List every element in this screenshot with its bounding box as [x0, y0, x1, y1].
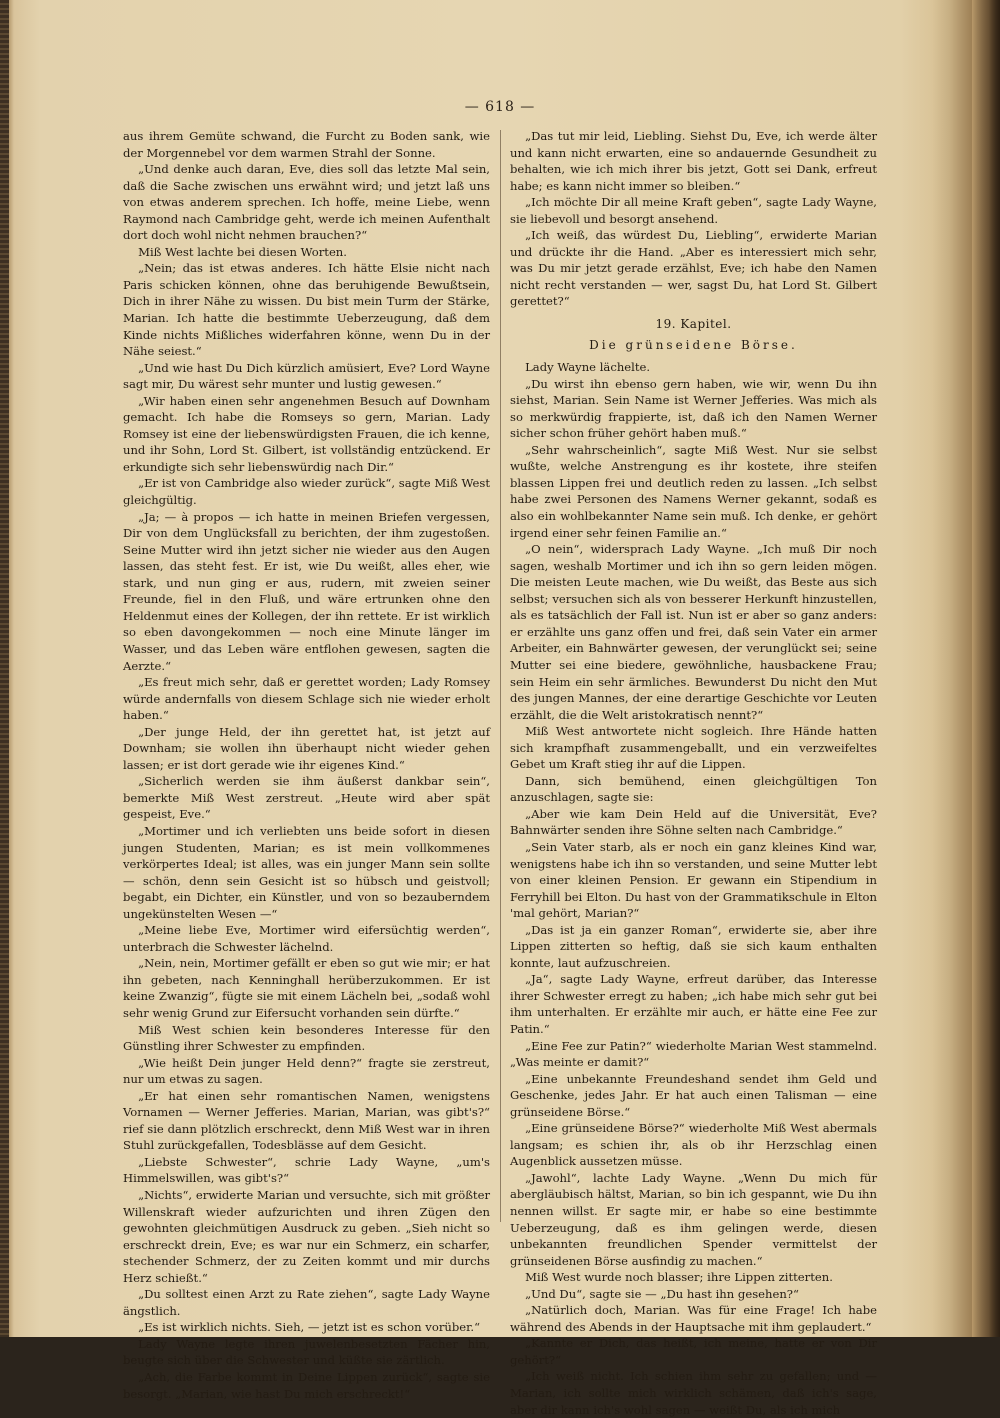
- paragraph: „Ja; — à propos — ich hatte in meinen Briefen vergessen, Dir von dem Unglücksfall zu berichten, der ihm zugestoßen. Seine Mutter wird ihn jetzt sicher nie wieder aus den Augen lassen, das steht fest. Er ist, wie Du weißt, alles eher, wie stark, und nun ging er aus, rudern, mit zweien seiner Freunde, fiel in den Fluß, und wäre ertrunken ohne den Heldenmut eines der Kollegen, der ihn rettete. Er ist wirklich so eben davongekommen — noch eine Minute länger im Wasser, und das Leben wäre entflohen gewesen, sagten die Aerzte.“: [123, 509, 490, 673]
- paragraph: „Das tut mir leid, Liebling. Siehst Du, Eve, ich werde älter und kann nicht erwarten, eine so andauernde Gesundheit zu behalten, wie ich mich ihrer bis jetzt, Gott sei Dank, erfreut habe; es kann nicht immer so bleiben.“: [510, 129, 877, 193]
- paragraph: „Ich möchte Dir all meine Kraft geben“, sagte Lady Wayne, sie liebevoll und besorgt ansehend.: [510, 195, 877, 226]
- paragraph: „Eine unbekannte Freundeshand sendet ihm Geld und Geschenke, jedes Jahr. Er hat auch einen Talisman — eine grünseidene Börse.“: [510, 1071, 877, 1119]
- paragraph: „Ach, die Farbe kommt in Deine Lippen zurück“, sagte sie besorgt. „Marian, wie hast Du mich erschreckt!“: [123, 1370, 490, 1401]
- paragraph: „Und denke auch daran, Eve, dies soll das letzte Mal sein, daß die Sache zwischen uns erwähnt wird; und jetzt laß uns von etwas anderem sprechen. Ich hoffe, meine Liebe, wenn Raymond nach Cambridge geht, werde ich meinen Aufenthalt dort doch wohl nicht nehmen brauchen?“: [123, 162, 490, 243]
- paragraph: „Der junge Held, der ihn gerettet hat, ist jetzt auf Downham; sie wollen ihn überhaupt nicht wieder gehen lassen; er ist dort gerade wie ihr eigenes Kind.“: [123, 724, 490, 772]
- paragraph: „Kannte er Dich, das heißt, ich meine, hatte er von Dir gehört?“: [510, 1336, 877, 1367]
- left-column: [123, 128, 490, 1402]
- paragraph: Lady Wayne lächelte.: [525, 360, 651, 375]
- column-divider: [500, 130, 501, 1222]
- paragraph: „Es freut mich sehr, daß er gerettet worden; Lady Romsey würde andernfalls von diesem Schlage sich nie wieder erholt haben.“: [123, 675, 490, 723]
- paragraph: „Und wie hast Du Dich kürzlich amüsiert, Eve? Lord Wayne sagt mir, Du wärest sehr munter und lustig gewesen.“: [123, 360, 490, 392]
- paragraph: „Nichts“, erwiderte Marian und versuchte, sich mit größter Willenskraft wieder aufzurichten und ihren Zügen den gewohnten gleichmütigen Ausdruck zu geben. „Sieh nicht so erschreckt drein, Eve; es war nur ein Schmerz, ein scharfer, stechender Schmerz, der zu Zeiten kommt und mir durchs Herz schießt.“: [123, 1188, 490, 1285]
- paragraph: „Natürlich doch, Marian. Was für eine Frage! Ich habe während des Abends in der Hauptsache mit ihm geplaudert.“: [510, 1303, 877, 1334]
- paragraph: Miß West antwortete nicht sogleich. Ihre Hände hatten sich krampfhaft zusammengeballt, und ein verzweifeltes Gebet um Kraft stieg ihr auf die Lippen.: [510, 724, 877, 772]
- paragraph: „Ich weiß, das würdest Du, Liebling“, erwiderte Marian und drückte ihr die Hand. „Aber es interessiert mich sehr, was Du mir jetzt gerade erzählst, Eve; ich habe den Namen nicht recht verstanden — wer, sagst Du, hat Lord St. Gilbert gerettet?“: [510, 228, 877, 309]
- paragraph: „Liebste Schwester“, schrie Lady Wayne, „um's Himmelswillen, was gibt's?“: [123, 1154, 490, 1186]
- right-column: [510, 128, 877, 1418]
- paragraph: „Du wirst ihn ebenso gern haben, wie wir, wenn Du ihn siehst, Marian. Sein Name ist Werner Jefferies. Was mich als so merkwürdig frappierte, ist, daß ich den Namen Werner sicher schon früher gehört haben muß.“: [510, 376, 877, 441]
- paragraph: Lady Wayne legte ihren juwelenbesetzten Fächer hin, beugte sich über die Schwester und küßte sie zärtlich.: [123, 1336, 490, 1368]
- paragraph: „Mortimer und ich verliebten uns beide sofort in diesen jungen Studenten, Marian; es ist mein vollkommenes verkörpertes Ideal; ist alles, was ein junger Mann sein sollte — schön, denn sein Gesicht ist so hübsch und geistvoll; begabt, ein Dichter, ein Künstler, und von so bezauberndem ungekünstelten Wesen —“: [123, 823, 490, 921]
- chapter-title: Die grünseidene Börse.: [589, 337, 798, 352]
- binding-shadow: [932, 0, 972, 1337]
- paragraph: „Ja“, sagte Lady Wayne, erfreut darüber, das Interesse ihrer Schwester erregt zu haben; „ich habe mich sehr gut bei ihm unterhalten. Er erzählte mir auch, er hätte eine Fee zur Patin.“: [510, 972, 877, 1036]
- paragraph: Miß West schien kein besonderes Interesse für den Günstling ihrer Schwester zu empfinden.: [123, 1022, 490, 1054]
- paragraph: „O nein“, widersprach Lady Wayne. „Ich muß Dir noch sagen, weshalb Mortimer und ich ihn so gern leiden mögen. Die meisten Leute machen, wie Du weißt, das Beste aus sich selbst; versuchen sich als von besserer Herkunft hinzustellen, als es tatsächlich der Fall ist. Nun ist er aber so ganz anders: er erzählte uns ganz offen und frei, daß sein Vater ein armer Arbeiter, ein Bahnwärter gewesen, der verunglückt sei; seine Mutter sei eine biedere, gewöhnliche, hausbackene Frau; sein Heim ein sehr ärmliches. Bewunderst Du nicht den Mut des jungen Mannes, der eine derartige Geschichte vor Leuten erzählt, die die Welt aristokratisch nennt?“: [510, 542, 877, 722]
- paragraph: Miß West wurde noch blasser; ihre Lippen zitterten.: [525, 1270, 833, 1285]
- paragraph: aus ihrem Gemüte schwand, die Furcht zu Boden sank, wie der Morgennebel vor dem warmen Strahl der Sonne.: [123, 129, 490, 160]
- paragraph: „Er hat einen sehr romantischen Namen, wenigstens Vornamen — Werner Jefferies. Marian, Marian, was gibt's?“ rief sie dann plötzlich erschreckt, denn Miß West war in ihren Stuhl zurückgefallen, Todesblässe auf dem Gesicht.: [123, 1088, 490, 1153]
- paragraph: „Du solltest einen Arzt zu Rate ziehen“, sagte Lady Wayne ängstlich.: [123, 1287, 490, 1318]
- paragraph: „Es ist wirklich nichts. Sieh, — jetzt ist es schon vorüber.“: [138, 1320, 480, 1335]
- paragraph: „Meine liebe Eve, Mortimer wird eifersüchtig werden“, unterbrach die Schwester lächelnd.: [123, 923, 490, 954]
- paragraph: „Sein Vater starb, als er noch ein ganz kleines Kind war, wenigstens habe ich ihn so verstanden, und seine Mutter lebt von einer kleinen Pension. Er gewann ein Stipendium in Ferryhill bei Elton. Du hast von der Grammatikschule in Elton 'mal gehört, Marian?“: [510, 839, 877, 921]
- paragraph: Miß West lachte bei diesen Worten.: [138, 244, 347, 259]
- chapter-number: 19. Kapitel.: [655, 317, 732, 332]
- paragraph: „Er ist von Cambridge also wieder zurück“, sagte Miß West gleichgültig.: [123, 476, 490, 508]
- paragraph: „Aber wie kam Dein Held auf die Universität, Eve? Bahnwärter senden ihre Söhne selten nach Cambridge.“: [510, 806, 877, 838]
- paragraph: „Wie heißt Dein junger Held denn?“ fragte sie zerstreut, nur um etwas zu sagen.: [123, 1055, 490, 1087]
- next-page-edge: [972, 0, 1000, 1337]
- paragraph: „Wir haben einen sehr angenehmen Besuch auf Downham gemacht. Ich habe die Romseys so gern, Marian. Lady Romsey ist eine der liebenswürdigsten Frauen, die ich kenne, und ihr Sohn, Lord St. Gilbert, ist vollständig entzückend. Er erkundigte sich sehr liebenswürdig nach Dir.“: [123, 393, 490, 474]
- paragraph: „Eine grünseidene Börse?“ wiederholte Miß West abermals langsam; es schien ihr, als ob ihr Herzschlag einen Augenblick aussetzen müsse.: [510, 1121, 877, 1169]
- paragraph: „Eine Fee zur Patin?“ wiederholte Marian West stammelnd. „Was meinte er damit?“: [510, 1038, 877, 1070]
- paragraph: „Nein, nein, Mortimer gefällt er eben so gut wie mir; er hat ihn gebeten, nach Kenninghall herüberzukommen. Er ist keine Zwanzig“, fügte sie mit einem Lächeln bei, „sodaß wohl sehr wenig Grund zur Eifersucht vorhanden sein dürfte.“: [123, 956, 490, 1020]
- paragraph: Dann, sich bemühend, einen gleichgültigen Ton anzuschlagen, sagte sie:: [510, 773, 877, 805]
- paragraph: „Sehr wahrscheinlich“, sagte Miß West. Nur sie selbst wußte, welche Anstrengung es ihr kostete, ihre steifen blassen Lippen frei und deutlich reden zu lassen. „Ich selbst habe zwei Personen des Namens Werner gekannt, sodaß es also ein wohlbekannter Name sein muß. Ich denke, er gehört irgend einer sehr feinen Familie an.“: [510, 442, 877, 540]
- paragraph: „Nein; das ist etwas anderes. Ich hätte Elsie nicht nach Paris schicken können, ohne das beruhigende Bewußtsein, Dich in ihrer Nähe zu wissen. Du bist mein Turm der Stärke, Marian. Ich hatte die bestimmte Ueberzeugung, daß dem Kinde nichts Mißliches widerfahren könne, wenn Du in der Nähe seiest.“: [123, 261, 490, 359]
- paragraph: „Und Du“, sagte sie — „Du hast ihn gesehen?“: [525, 1286, 799, 1301]
- previous-page-edge: [0, 0, 9, 1337]
- paragraph: „Sicherlich werden sie ihm äußerst dankbar sein“, bemerkte Miß West zerstreut. „Heute wird aber spät gespeist, Eve.“: [123, 774, 490, 822]
- page-number: — 618 —: [464, 99, 536, 115]
- paragraph: „Das ist ja ein ganzer Roman“, erwiderte sie, aber ihre Lippen zitterten so heftig, daß sie sich kaum enthalten konnte, laut aufzuschreien.: [510, 922, 877, 970]
- paragraph: „Ich weiß nicht. Ich schien ihm sehr zu gefallen; und — Marian, ich sollte mich wirklich schämen, daß ich's sage, aber dir kann ich's wohl sagen — weißt Du, als ich mich: [510, 1369, 877, 1417]
- paragraph: „Jawohl“, lachte Lady Wayne. „Wenn Du mich für abergläubisch hältst, Marian, so bin ich gespannt, wie Du ihn nennen willst. Er sagte mir, er habe so eine bestimmte Ueberzeugung, daß es ihm gelingen werde, diesen unbekannten freundlichen Spender vermittelst der grünseidenen Börse ausfindig zu machen.“: [510, 1170, 877, 1268]
